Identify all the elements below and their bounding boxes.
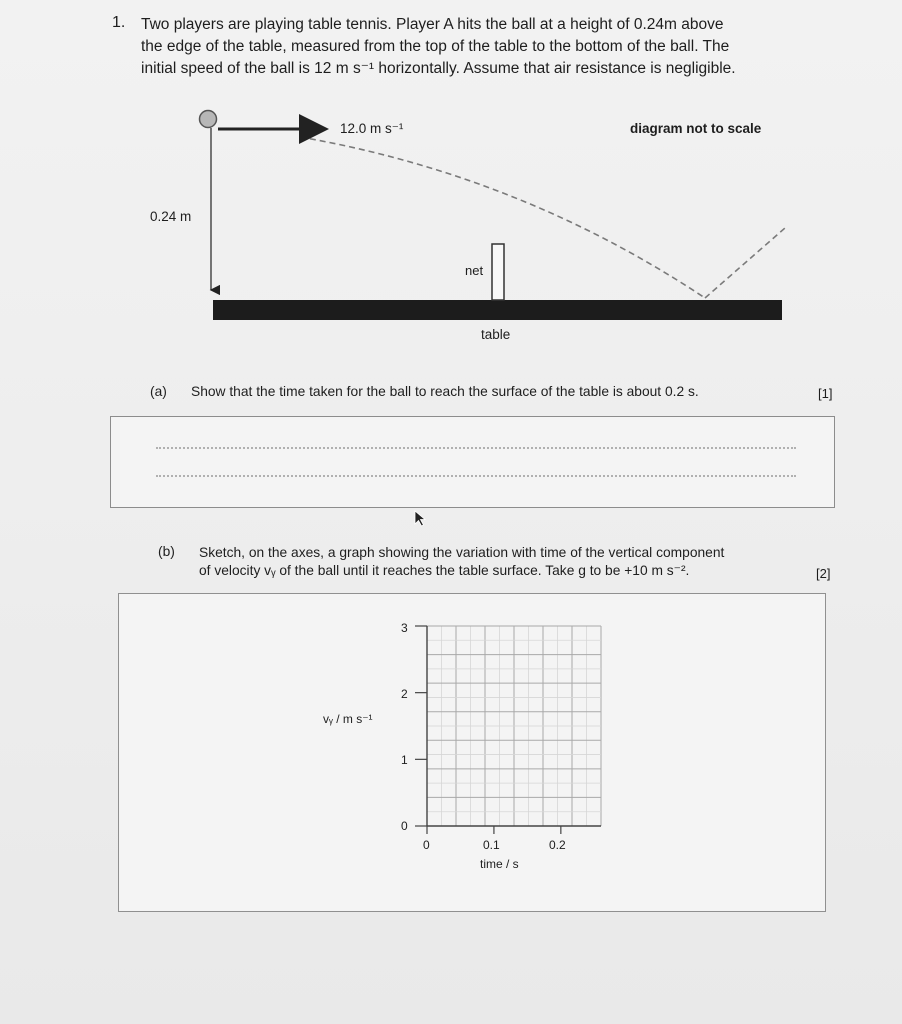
bounce-trajectory: [705, 228, 785, 298]
answer-line-1[interactable]: [156, 447, 796, 449]
x-tick-0.1: 0.1: [483, 838, 500, 852]
ball: [200, 111, 217, 128]
mouse-pointer-icon: [414, 510, 428, 528]
part-b-line-2: of velocity vᵧ of the ball until it reaches the table surface. Take g to be +10 m s⁻².: [199, 563, 690, 578]
part-b-answer-box[interactable]: [118, 593, 826, 912]
part-a-label: (a): [150, 384, 167, 399]
y-tick-0: 0: [401, 819, 408, 833]
part-b-label: (b): [158, 544, 175, 559]
x-axis-label: time / s: [480, 857, 519, 871]
diagram-note: diagram not to scale: [630, 121, 762, 136]
part-b-line-1: Sketch, on the axes, a graph showing the variation with time of the vertical component: [199, 545, 725, 560]
part-b-marks: [2]: [816, 566, 831, 581]
part-a-answer-box[interactable]: [110, 416, 835, 508]
y-tick-3: 3: [401, 621, 408, 635]
x-tick-0.2: 0.2: [549, 838, 566, 852]
height-label: 0.24 m: [150, 209, 192, 224]
answer-line-2[interactable]: [156, 475, 796, 477]
stem-line-3: initial speed of the ball is 12 m s⁻¹ horizontally. Assume that air resistance is negligible.: [141, 60, 736, 77]
part-a-marks: [1]: [818, 386, 833, 401]
question-number: 1.: [112, 14, 126, 31]
y-tick-2: 2: [401, 687, 408, 701]
y-tick-1: 1: [401, 753, 408, 767]
table-label: table: [481, 327, 511, 342]
table-tennis-diagram: [0, 0, 902, 380]
stem-line-2: the edge of the table, measured from the top of the table to the bottom of the ball. The: [141, 38, 730, 55]
stem-line-1: Two players are playing table tennis. Player A hits the ball at a height of 0.24m above: [141, 16, 724, 33]
table-surface: [213, 300, 782, 320]
y-axis-label: vᵧ / m s⁻¹: [323, 712, 373, 726]
net-label: net: [465, 263, 484, 278]
part-a-text: Show that the time taken for the ball to reach the surface of the table is about 0.2 s.: [191, 384, 699, 399]
x-tick-0: 0: [423, 838, 430, 852]
speed-label: 12.0 m s⁻¹: [340, 121, 404, 136]
net: [492, 244, 504, 300]
part-b-text: [199, 544, 724, 580]
